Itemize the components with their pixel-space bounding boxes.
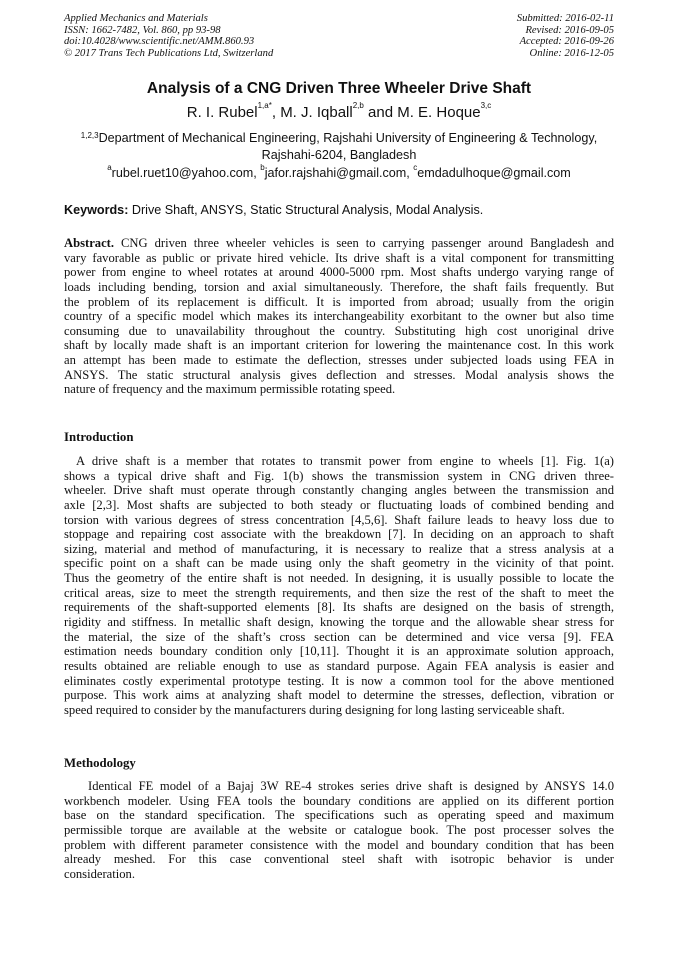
keywords-label: Keywords:: [64, 203, 129, 217]
introduction-line: results obtained are reliable enough to use as standard purpose. Again FEA analysis is easier and: [64, 658, 614, 673]
introduction-line: critical areas, size to meet the strength requirements, and then size the rest of the shaft to meet the: [64, 585, 614, 600]
affiliation-line2: Rajshahi-6204, Bangladesh: [261, 148, 417, 162]
abstract-label: Abstract.: [64, 236, 115, 250]
methodology-line: Identical FE model of a Bajaj 3W RE-4 strokes series drive shaft is designed by ANSYS 14.0: [88, 779, 614, 793]
author-sup: 1,a*: [257, 101, 272, 110]
introduction-line: eliminates costly experimental prototype testing. It is now a common tool for the above mentioned: [64, 673, 614, 688]
abstract-line: an attempt has been made to estimate the deflection, stresses under subjected loads using FEA in: [64, 353, 614, 368]
email: emdadulhoque@gmail.com: [417, 166, 571, 180]
author-name: R. I. Rubel: [186, 104, 258, 121]
methodology-line: already meshed. For this case conventional steel shaft with isotropic behavior is under: [64, 852, 614, 867]
introduction-line: rigidity and stiffness. In metallic shaft design, knowing the torque and the allowable shear stress for: [64, 615, 614, 630]
email-sup: c: [413, 163, 418, 172]
introduction-body: [64, 454, 614, 718]
methodology-heading: Methodology: [64, 756, 136, 770]
author-name: M. E. Hoque: [397, 104, 481, 121]
revised-date: Revised: 2016-09-05: [525, 24, 614, 36]
email: rubel.ruet10@yahoo.com,: [111, 166, 261, 180]
affiliation: [0, 130, 678, 164]
submitted-date: Submitted: 2016-02-11: [516, 13, 614, 24]
abstract-line: loads including bending, torsion and axial simultaneously. Therefore, the shaft fails frequently. But: [64, 279, 614, 294]
introduction-line: A drive shaft is a member that rotates to transmit power from engine to wheels [1]. Fig. 1(a): [76, 454, 614, 468]
author-sup: 3,c: [480, 101, 492, 110]
methodology-line: problem with different parameter consistence with the model and boundary condition that has been: [64, 837, 614, 852]
affiliation-sup: 1,2,3: [80, 131, 99, 140]
abstract-line: vary favorable as public or private hired vehicle. Its drive shaft is a vital component for transmitting: [64, 250, 614, 265]
introduction-line: specific point on a shaft can be made using only the shaft geometry in the vicinity of that point.: [64, 556, 614, 571]
accepted-date: Accepted: 2016-09-26: [519, 36, 614, 48]
methodology-line: consideration.: [64, 866, 135, 881]
keywords-text: Drive Shaft, ANSYS, Static Structural Analysis, Modal Analysis.: [128, 203, 484, 217]
abstract-line: country of a specific model which makes its interchangeability exorbitant to the owner but also time: [64, 309, 614, 324]
introduction-line: speed required to consider by the manufacturers during designing for long lasting serviceable shaft.: [64, 702, 565, 717]
doi: doi:10.4028/www.scientific.net/AMM.860.93: [64, 36, 255, 48]
abstract-line: nature of frequency and the maximum permissible rotating speed.: [64, 382, 396, 397]
introduction-line: sizing, material and method of manufacturing, it is necessary to realize that a stress analysis at a: [64, 541, 614, 556]
abstract-text: CNG driven three wheeler vehicles is seen to carrying passenger around Bangladesh and: [114, 236, 614, 250]
journal-info: [64, 13, 273, 59]
email-sup: a: [107, 163, 112, 172]
journal-name: Applied Mechanics and Materials: [64, 13, 208, 24]
author-sep: ,: [271, 104, 281, 121]
methodology-line: base on the standard specification. The specifications such as operating speed and maximum: [64, 808, 614, 823]
methodology-body: [64, 779, 614, 881]
author-list: [0, 101, 678, 121]
author-sep: and: [363, 104, 398, 121]
abstract-line: [64, 236, 614, 251]
affiliation-line1: Department of Mechanical Engineering, Rajshahi University of Engineering & Technology,: [98, 131, 598, 145]
emails: [0, 163, 678, 180]
introduction-line: Thus the geometry of the entire shaft is not needed. In designing, it is usually possible to locate the: [64, 571, 614, 586]
methodology-line: permissible torque are available at the website or catalogue book. The post processer solves the: [64, 822, 614, 837]
paper-title: Analysis of a CNG Driven Three Wheeler Drive Shaft: [146, 80, 532, 97]
email: jafor.rajshahi@gmail.com,: [264, 166, 414, 180]
abstract-line: power from engine to wheel rotates at around 4000-5000 rpm. Most shafts undergo varying range of: [64, 265, 614, 280]
keywords: [64, 203, 483, 217]
abstract-line: ANSYS. The static structural analysis gives deflection and stresses. Modal analysis shows the: [64, 367, 614, 382]
introduction-heading: Introduction: [64, 430, 134, 444]
email-sup: b: [260, 163, 265, 172]
abstract-line: shaft by locally made shaft is an important criterion for lowering the maintenance cost. In this work: [64, 338, 614, 353]
copyright: © 2017 Trans Tech Publications Ltd, Switzerland: [64, 47, 274, 59]
author-name: M. J. Iqball: [280, 104, 353, 121]
abstract-line: consuming due to unavailability throughout the country. Substituting high cost unoriginal drive: [64, 323, 614, 338]
abstract-line: the problem of its replacement is difficult. It is imported from abroad; usually from the origin: [64, 294, 614, 309]
introduction-line: torsion with various degrees of stress concentration [4,5,6]. Shaft failure leads to heavy loss due to: [64, 512, 614, 527]
introduction-line: axle [2,3]. Most shafts are subjected to both steady or fluctuating loads of combined bending and: [64, 497, 614, 512]
introduction-line: requirements of the shaft-supported elements [8]. Its shafts are designed on the basis of strength,: [64, 600, 614, 615]
introduction-line: the material, the size of the shaft’s cross section can be determined and vice versa [9]. FEA: [64, 629, 614, 644]
introduction-line: stoppage and repairing cost associate with the breakdown [7]. In deciding on an approach to shaft: [64, 527, 614, 542]
methodology-line: workbench modeler. Using FEA tools the boundary conditions are applied on its different portion: [64, 793, 614, 808]
author-sup: 2,b: [352, 101, 364, 110]
online-date: Online: 2016-12-05: [529, 47, 614, 59]
introduction-line: estimation needs boundary condition only [10,11]. Thought it is an approximate solution approach,: [64, 644, 614, 659]
introduction-line: wheeler. Drive shaft must operate through constantly changing angles between the transmission and: [64, 483, 614, 498]
issn: ISSN: 1662-7482, Vol. 860, pp 93-98: [64, 24, 221, 36]
introduction-line: purpose. This work aims at analyzing shaft model to determine the stresses, deflection, vibration or: [64, 688, 614, 703]
submission-dates: [517, 13, 614, 59]
introduction-line: shows a typical drive shaft and Fig. 1(b) shows the transmission system in CNG driven three-: [64, 468, 614, 483]
abstract: [64, 236, 614, 397]
